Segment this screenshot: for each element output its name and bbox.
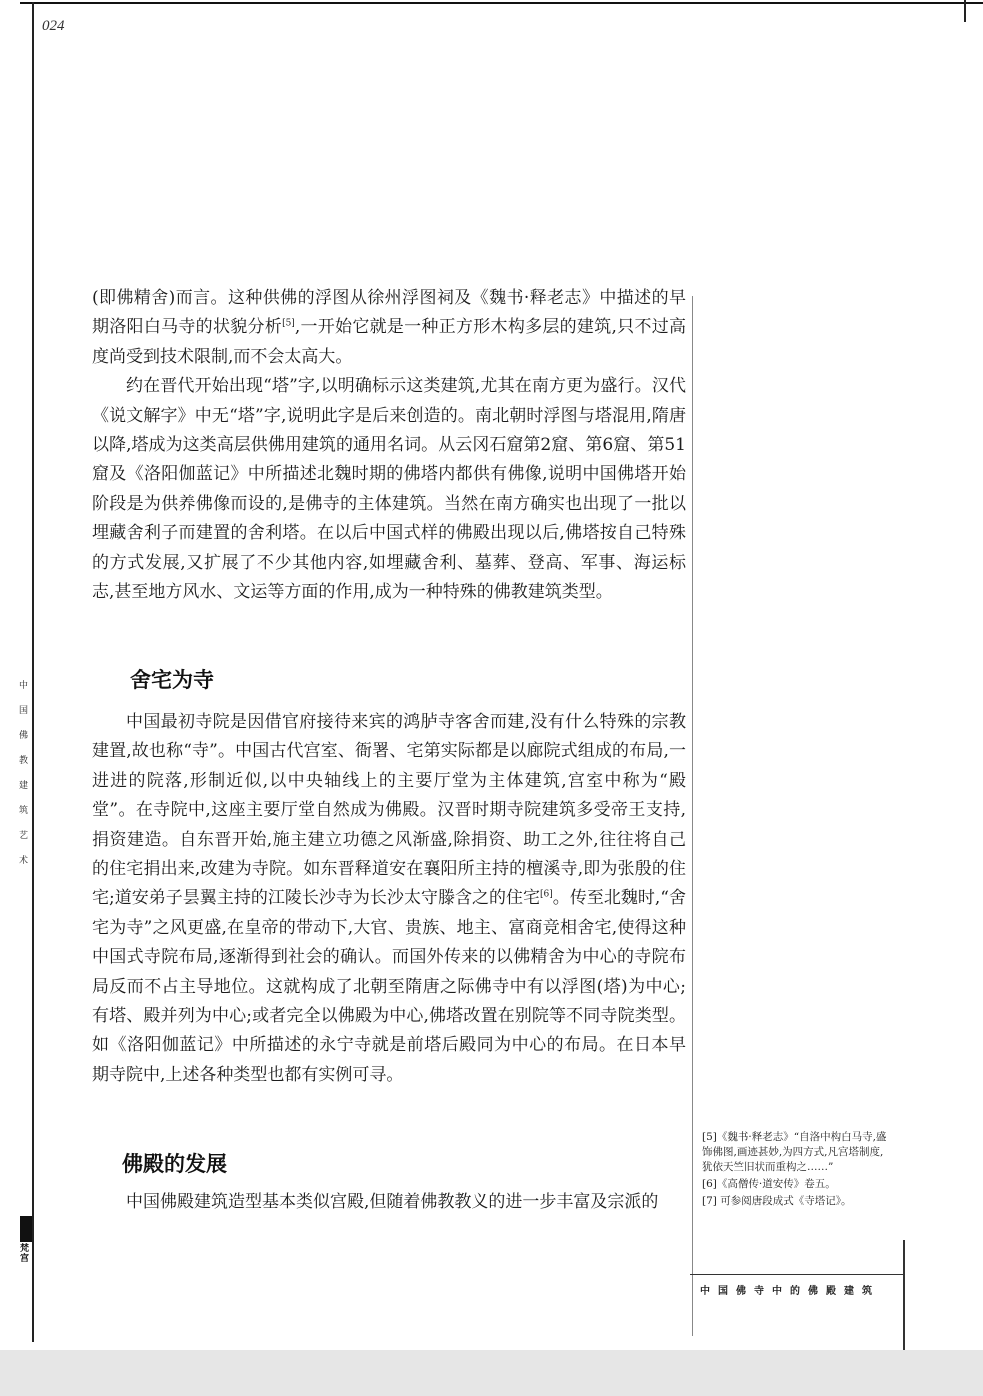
paragraph — [92, 372, 686, 607]
text-run: 约在晋代开始出现“塔”字,以明确标示这类建筑,尤其在南方更为盛行。汉代《说文解字》中无“塔”字,说明此字是后来创造的。南北朝时浮图与塔混用,隋唐以降,塔成为这类高层供佛用建筑的通用名词。从云冈石窟第2窟、第6窟、第51窟及《洛阳伽蓝记》中所描述北魏时期的佛塔内都供有佛像,说明中国佛塔开始阶段是为供养佛像而设的,是佛寺的主体建筑。当然在南方确实也出现了一批以埋藏舍利子而建置的舍利塔。在以后中国式样的佛殿出现以后,佛塔按自己特殊的方式发展,又扩展了不少其他内容,如埋藏舍利、墓葬、登高、军事、海运标志,甚至地方风水、文运等方面的作用,成为一种特殊的佛教建筑类型。 — [92, 376, 686, 603]
column-separator-rule — [692, 296, 693, 1336]
top-border-rule — [20, 2, 983, 4]
side-running-title: 中国佛教建筑艺术 — [17, 680, 27, 880]
running-footer: 中国佛寺中的佛殿建筑 — [700, 1286, 880, 1297]
left-border-rule — [32, 2, 34, 1342]
section-heading-hall-development: 佛殿的发展 — [122, 1152, 227, 1176]
section-heading-residence-temple: 舍宅为寺 — [130, 668, 214, 692]
paragraph — [92, 1188, 686, 1217]
footer-rule — [690, 1274, 904, 1275]
paragraph — [92, 708, 686, 1090]
body-text-top — [92, 284, 686, 607]
footnote-reference: [6] — [540, 889, 553, 900]
body-text-middle — [92, 708, 686, 1090]
text-run: 。传至北魏时,“舍宅为寺”之风更盛,在皇帝的带动下,大官、贵族、地主、富商竞相舍宅,使得这种中国式寺院布局,逐渐得到社会的确认。而国外传来的以佛精舍为中心的寺院布局反而不占主导地位。这就构成了北朝至隋唐之际佛寺中有以浮图(塔)为中心;有塔、殿并列为中心;或者完全以佛殿为中心,佛塔改置在别院等不同寺院类型。如《洛阳伽蓝记》中所描述的永宁寺就是前塔后殿同为中心的布局。在日本早期寺院中,上述各种类型也都有实例可寻。 — [92, 888, 686, 1085]
side-brand-mark: 梵宫 — [20, 1244, 30, 1264]
text-run: 中国最初寺院是因借官府接待来宾的鸿胪寺客舍而建,没有什么特殊的宗教建置,故也称“寺”。中国古代宫室、衙署、宅第实际都是以廊院式组成的布局,一进进的院落,形制近似,以中央轴线上的主要厅堂为主体建筑,宫室中称为“殿堂”。在寺院中,这座主要厅堂自然成为佛殿。汉晋时期寺院建筑多受帝王支持,捐资建造。自东晋开始,施主建立功德之风渐盛,除捐资、助工之外,往往将自己的住宅捐出来,改建为寺院。如东晋释道安在襄阳所主持的檀溪寺,即为张殷的住宅;道安弟子昙翼主持的江陵长沙寺为长沙太守滕含之的住宅 — [92, 712, 686, 909]
page-number: 024 — [42, 18, 65, 34]
text-run: (即佛精舍)而言。这种供佛的浮图从徐州浮图祠及《魏书·释老志》中描述的早期洛阳白马寺的状貌分析 — [92, 288, 686, 338]
footnote: [6]《高僧传·道安传》卷五。 — [702, 1178, 836, 1190]
body-text-bottom — [92, 1188, 686, 1217]
text-run: 中国佛殿建筑造型基本类似宫殿,但随着佛教教义的进一步丰富及宗派的 — [126, 1192, 659, 1212]
paragraph — [92, 284, 686, 372]
footnote: [5]《魏书·释老志》“自洛中构白马寺,盛饰佛图,画迹甚妙,为四方式,凡宫塔制度,犹依天竺旧状而重构之……” — [702, 1131, 887, 1173]
side-black-bar — [20, 1216, 32, 1242]
footnote-reference: [5] — [282, 318, 295, 329]
footnote: [7] 可参阅唐段成式《寺塔记》。 — [702, 1195, 852, 1207]
footer-side-rule — [903, 1240, 905, 1350]
footnotes — [702, 1130, 892, 1211]
text-run: ,一开始它就是一种正方形木构多层的建筑,只不过高度尚受到技术限制,而不会太高大。 — [92, 317, 687, 367]
corner-tick-rule — [964, 0, 966, 22]
scan-bottom-band — [0, 1350, 983, 1396]
